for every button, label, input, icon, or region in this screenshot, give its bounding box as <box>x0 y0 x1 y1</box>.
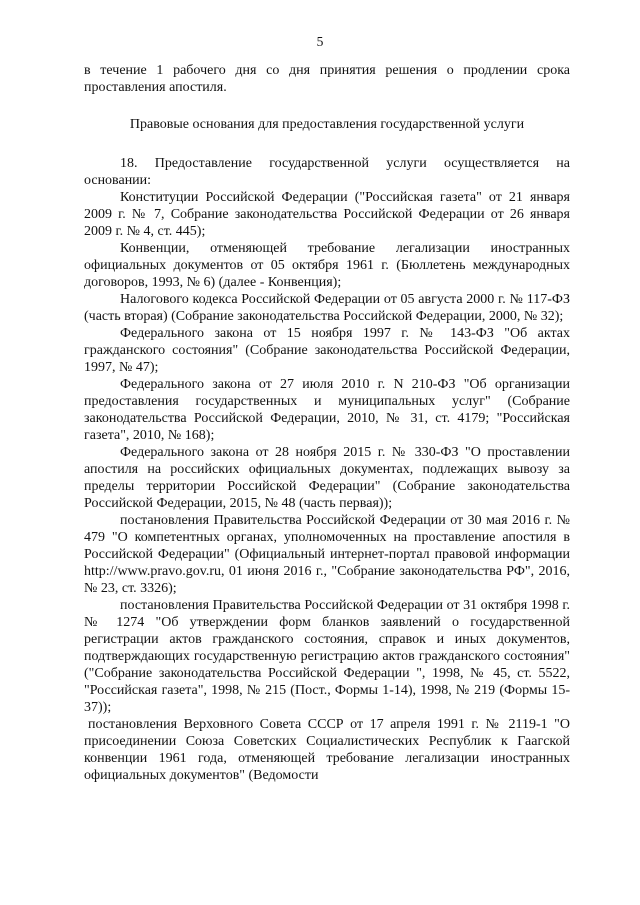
paragraph-constitution: Конституции Российской Федерации ("Российская газета" от 21 января 2009 г. № 7, Собрание законодательства Российской Федерации от 26 января 2009 г. № 4, ст. 445); <box>84 190 570 239</box>
paragraph-law-210: Федерального закона от 27 июля 2010 г. N 210-ФЗ "Об организации предоставления государственных и муниципальных услуг" (Собрание законодательства Российской Федерации, 2010, № 31, ст. 4179; "Российская газета", 2010, № 168); <box>84 377 570 443</box>
paragraph-tax-code: Налогового кодекса Российской Федерации от 05 августа 2000 г. № 117-ФЗ (часть вторая) (Собрание законодательства Российской Федерации, 2000, № 32); <box>84 292 570 324</box>
paragraph-decree-1274: постановления Правительства Российской Федерации от 31 октября 1998 г. № 1274 "Об утверждении форм бланков заявлений о государственной регистрации актов гражданского состояния, справок и иных документов, подтверждающих государственную регистрацию актов гражданского состояния" ("Собрание законодательства Российской Федерации ", 1998, № 45, ст. 5522, "Российская газета", 1998, № 215 (Пост., Формы 1-14), 1998, № 219 (Формы 15-37)); <box>84 598 570 715</box>
paragraph-law-330: Федерального закона от 28 ноября 2015 г. № 330-ФЗ "О проставлении апостиля на российских официальных документах, подлежащих вывозу за пределы территории Российской Федерации" (Собрание законодательства Российской Федерации, 2015, № 48 (часть первая)); <box>84 445 570 511</box>
paragraph-continuation: в течение 1 рабочего дня со дня принятия решения о продлении срока проставления апостиля. <box>84 63 570 95</box>
paragraph-convention: Конвенции, отменяющей требование легализации иностранных официальных документов от 05 октября 1961 г. (Бюллетень международных договоров, 1993, № 6) (далее - Конвенция); <box>84 241 570 290</box>
paragraph-18: 18. Предоставление государственной услуги осуществляется на основании: <box>84 156 570 188</box>
paragraph-decree-2119: постановления Верховного Совета СССР от 17 апреля 1991 г. № 2119-1 "О присоединении Союза Советских Социалистических Республик к Гаагской конвенции 1961 года, отменяющей требование легализации иностранных официальных документов" (Ведомости <box>84 717 570 783</box>
page-number: 5 <box>316 34 324 49</box>
paragraph-law-143: Федерального закона от 15 ноября 1997 г. № 143-ФЗ "Об актах гражданского состояния" (Собрание законодательства Российской Федерации, 1997, № 47); <box>84 326 570 375</box>
section-heading: Правовые основания для предоставления государственной услуги <box>129 117 525 132</box>
paragraph-decree-479: постановления Правительства Российской Федерации от 30 мая 2016 г. № 479 "О компетентных органах, уполномоченных на проставление апостиля в Российской Федерации" (Официальный интернет-портал правовой информации http://www.pravo.gov.ru, 01 июня 2016 г., "Собрание законодательства РФ", 2016, № 23, ст. 3326); <box>84 513 570 596</box>
document-body <box>84 62 570 784</box>
